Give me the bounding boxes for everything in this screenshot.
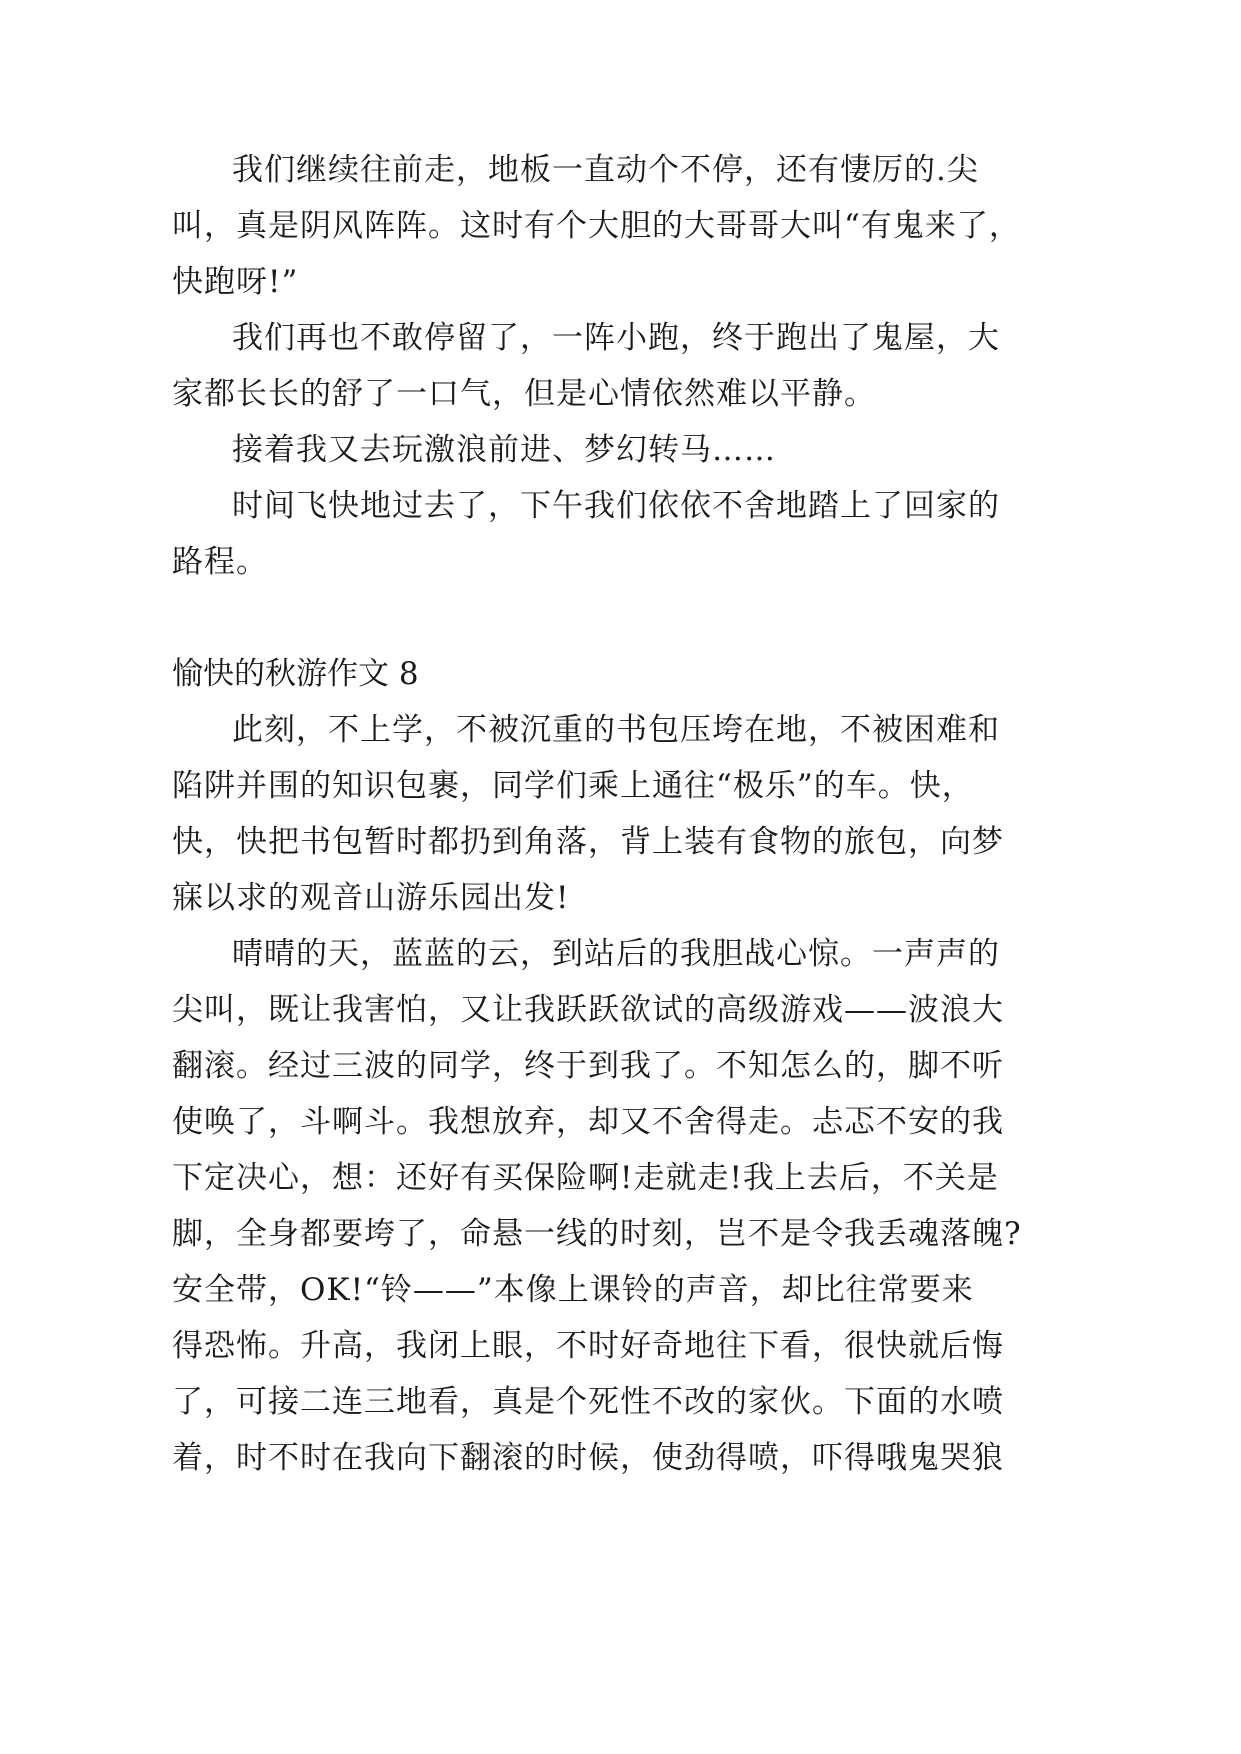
paragraph-line: 下定决心，想：还好有买保险啊!走就走!我上去后，不关是 xyxy=(172,1160,999,1196)
paragraph-line: 脚，全身都要垮了，命悬一线的时刻，岂不是令我丢魂落魄? xyxy=(172,1216,1022,1252)
paragraph-line: 得恐怖。升高，我闭上眼，不时好奇地往下看，很快就后悔 xyxy=(172,1328,1004,1364)
paragraph-line: 接着我又去玩激浪前进、梦幻转马…… xyxy=(232,432,776,468)
paragraph-line: 我们再也不敢停留了，一阵小跑，终于跑出了鬼屋，大 xyxy=(232,320,1000,356)
paragraph-line: 路程。 xyxy=(172,544,268,580)
paragraph-line: 安全带，OK!“铃——”本像上课铃的声音，却比往常要来 xyxy=(172,1272,974,1308)
paragraph-line: 快跑呀!” xyxy=(172,264,299,300)
paragraph-line: 此刻，不上学，不被沉重的书包压垮在地，不被困难和 xyxy=(232,712,1000,748)
paragraph-line: 叫，真是阴风阵阵。这时有个大胆的大哥哥大叫“有鬼来了， xyxy=(172,208,1021,244)
paragraph-line: 使唤了，斗啊斗。我想放弃，却又不舍得走。忐忑不安的我 xyxy=(172,1104,1004,1140)
paragraph-line: 家都长长的舒了一口气，但是心情依然难以平静。 xyxy=(172,376,876,412)
paragraph-line: 时间飞快地过去了，下午我们依依不舍地踏上了回家的 xyxy=(232,488,1000,524)
paragraph-line: 快，快把书包暂时都扔到角落，背上装有食物的旅包，向梦 xyxy=(172,824,1004,860)
paragraph-line: 着，时不时在我向下翻滚的时候，使劲得喷，吓得哦鬼哭狼 xyxy=(172,1440,1004,1476)
paragraph-line: 尖叫，既让我害怕，又让我跃跃欲试的高级游戏——波浪大 xyxy=(172,992,1004,1028)
paragraph-line: 翻滚。经过三波的同学，终于到我了。不知怎么的，脚不听 xyxy=(172,1048,1004,1084)
paragraph-line: 寐以求的观音山游乐园出发! xyxy=(172,880,570,916)
paragraph-line: 我们继续往前走，地板一直动个不停，还有悽厉的.尖 xyxy=(232,152,979,188)
paragraph-line: 晴晴的天，蓝蓝的云，到站后的我胆战心惊。一声声的 xyxy=(232,936,1000,972)
paragraph-line: 陷阱并围的知识包裹，同学们乘上通往“极乐”的车。快， xyxy=(172,768,974,804)
paragraph-line: 了，可接二连三地看，真是个死性不改的家伙。下面的水喷 xyxy=(172,1384,1004,1420)
section-title: 愉快的秋游作文 8 xyxy=(172,656,419,692)
